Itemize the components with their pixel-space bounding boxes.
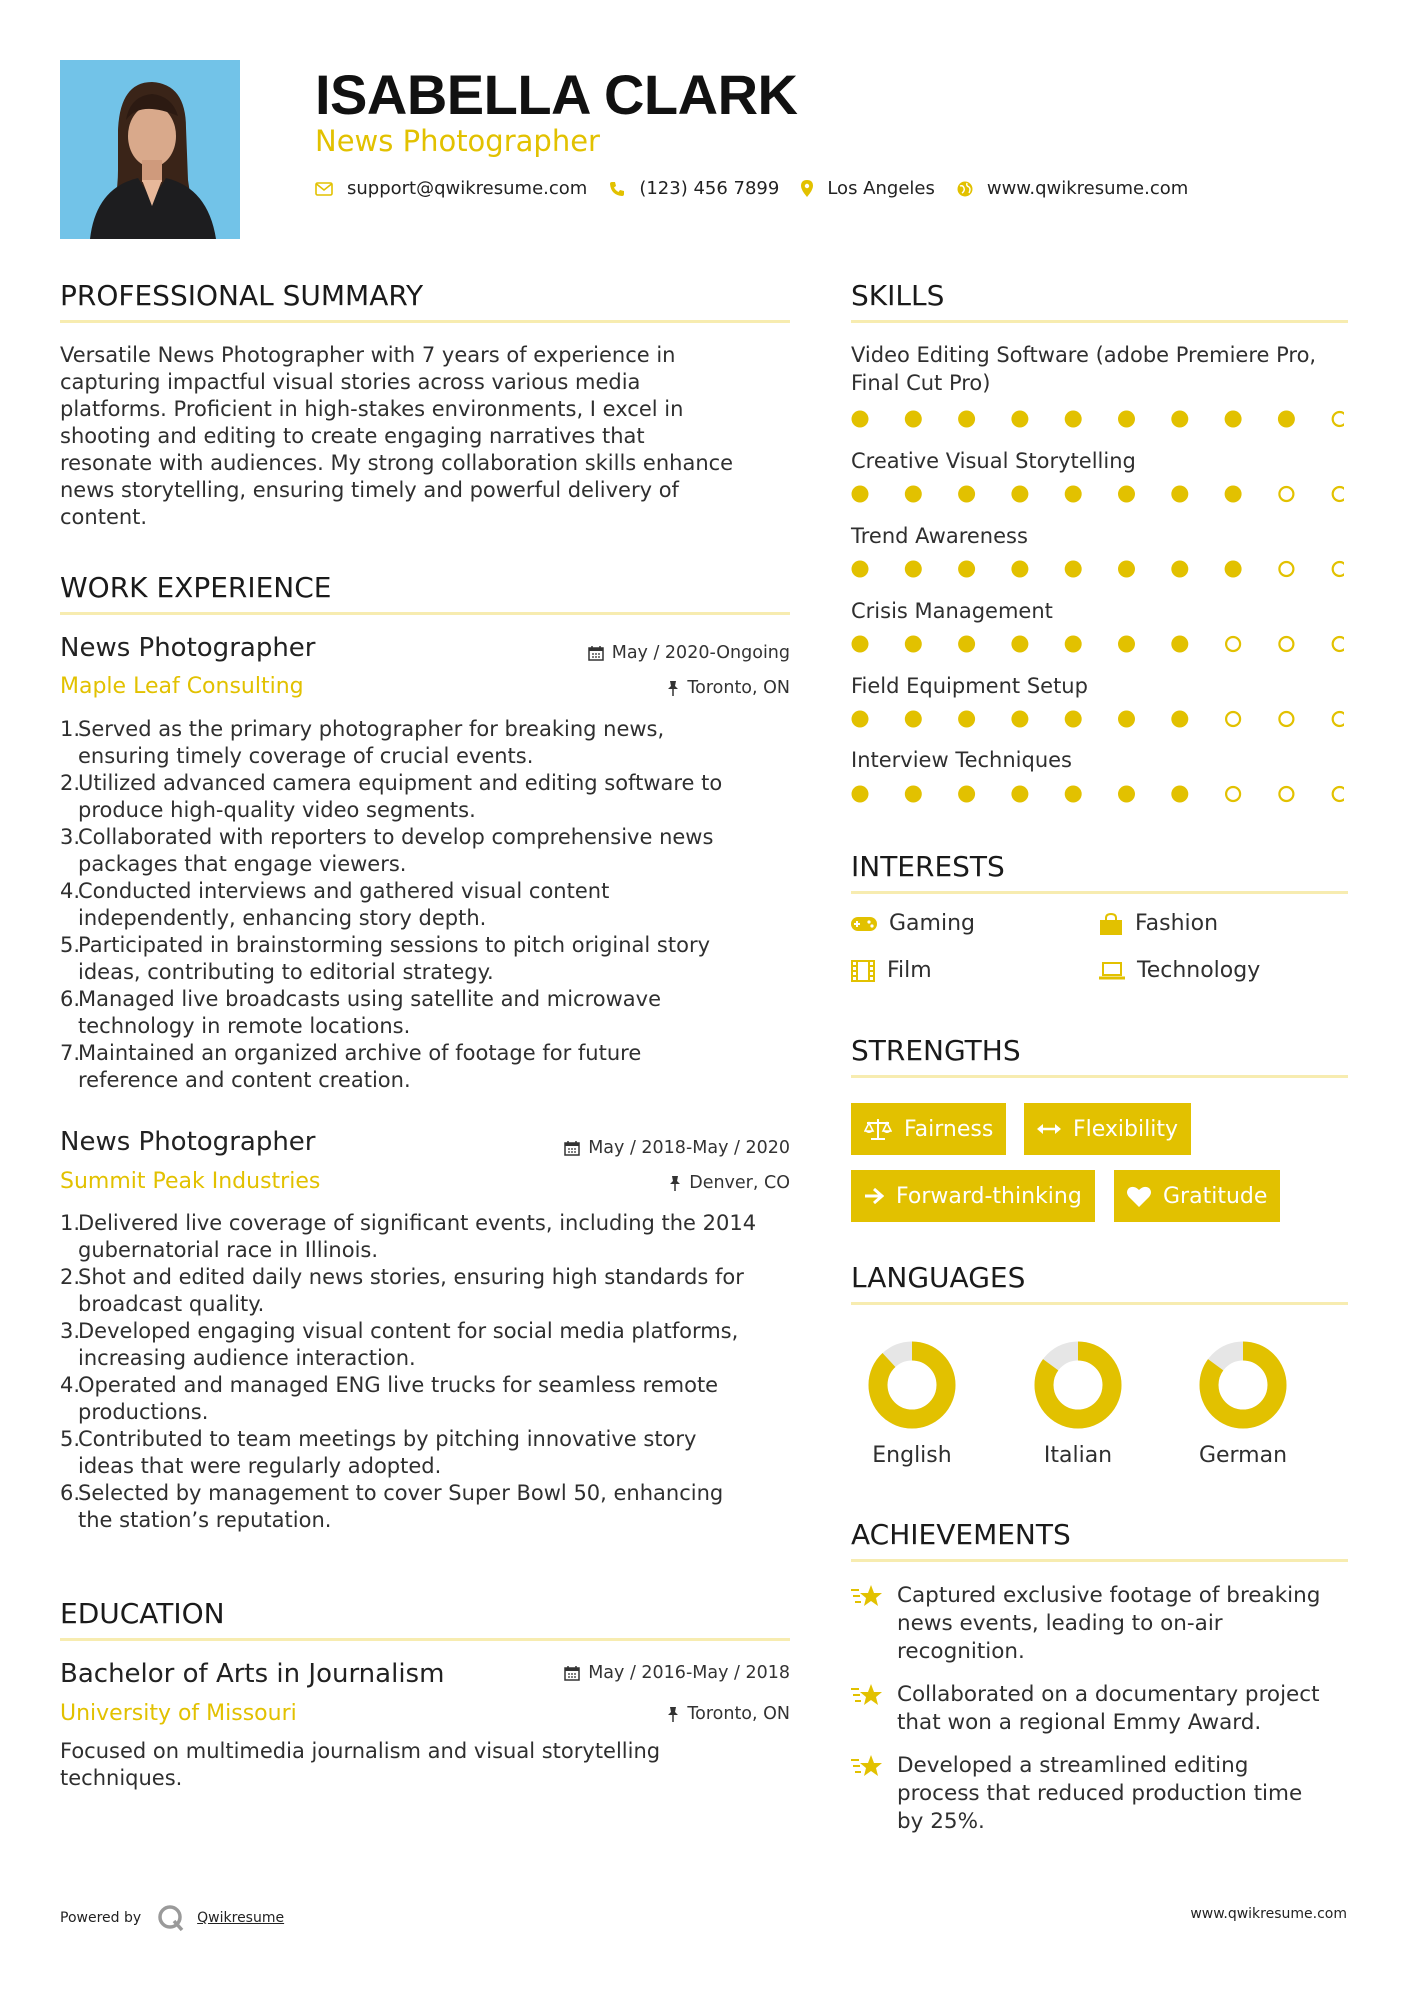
achievements-heading: ACHIEVEMENTS	[851, 1518, 1071, 1551]
skill-dot-filled	[1278, 411, 1295, 428]
skill-dot-filled	[1118, 561, 1135, 578]
skill-dot-empty	[1226, 637, 1240, 651]
pin-icon	[669, 1175, 681, 1191]
duty-line: Maintained an organized archive of footage for future	[78, 1041, 642, 1065]
language-label: Italian	[1043, 1443, 1113, 1468]
summary-line: platforms. Proficient in high-stakes environments, I excel in	[60, 397, 684, 421]
experience-heading: WORK EXPERIENCE	[60, 571, 332, 604]
duty-line: Delivered live coverage of significant events, including the 2014	[78, 1211, 757, 1235]
globe-icon	[957, 181, 973, 197]
skill-dot-filled	[1065, 711, 1082, 728]
calendar-icon	[588, 645, 604, 661]
contact-bar	[315, 178, 1210, 199]
skill-dot-filled	[958, 636, 975, 653]
strength-tag	[1024, 1103, 1191, 1155]
film-icon	[851, 960, 875, 982]
skill-dot-filled	[958, 711, 975, 728]
summary-line: capturing impactful visual stories across various media	[60, 370, 641, 394]
achievement-line: that won a regional Emmy Award.	[897, 1710, 1262, 1735]
achievement-item	[851, 1752, 1351, 1836]
skill-dot-filled	[1118, 486, 1135, 503]
duty-line: broadcast quality.	[78, 1292, 265, 1316]
duty-line: Collaborated with reporters to develop comprehensive news	[78, 825, 714, 849]
job-dates-text: May / 2020-Ongoing	[611, 643, 790, 663]
skill-dot-filled	[958, 561, 975, 578]
profile-photo	[60, 60, 240, 239]
phone-text: (123) 456 7899	[639, 178, 780, 199]
interest-item	[1099, 958, 1260, 983]
footer-powered-by	[60, 1904, 284, 1932]
interests-heading: INTERESTS	[851, 850, 1005, 883]
interest-label: Gaming	[889, 911, 975, 936]
summary-line: Versatile News Photographer with 7 years of experience in	[60, 343, 676, 367]
skill-dot-filled	[1225, 561, 1242, 578]
interest-label: Film	[887, 958, 932, 983]
summary-line: shooting and editing to create engaging narratives that	[60, 424, 645, 448]
skill-name-line: Final Cut Pro)	[851, 371, 991, 395]
skill-dot-filled	[1171, 486, 1188, 503]
interest-label: Technology	[1137, 958, 1261, 983]
duty-line: Managed live broadcasts using satellite and microwave	[78, 987, 661, 1011]
duty-line: ensuring timely coverage of crucial events.	[78, 744, 534, 768]
map-marker-icon	[801, 180, 813, 197]
skill-dot-empty	[1333, 712, 1344, 726]
skill-dot-filled	[1011, 636, 1028, 653]
summary-text	[60, 342, 800, 531]
skill-dot-filled	[1225, 411, 1242, 428]
duty-line: Shot and edited daily news stories, ensuring high standards for	[78, 1265, 744, 1289]
contact-website[interactable]	[957, 178, 1188, 199]
candidate-name: ISABELLA CLARK	[315, 63, 798, 126]
skill-dot-filled	[1065, 636, 1082, 653]
duty-line: increasing audience interaction.	[78, 1346, 416, 1370]
laptop-icon	[1099, 962, 1125, 980]
achievement-line: recognition.	[897, 1639, 1025, 1664]
education-dates-text: May / 2016-May / 2018	[588, 1663, 790, 1683]
footer-website[interactable]: www.qwikresume.com	[1190, 1906, 1347, 1922]
arrow-right-icon	[864, 1187, 884, 1205]
duty-line: Contributed to team meetings by pitching innovative story	[78, 1427, 697, 1451]
strength-label: Gratitude	[1163, 1183, 1268, 1209]
skill-dot-empty	[1226, 787, 1240, 801]
strength-label: Flexibility	[1073, 1116, 1178, 1142]
achievement-item	[851, 1681, 1351, 1737]
list-item: 6. Managed live broadcasts using satellite and microwave technology in remote locations.	[60, 986, 800, 1040]
job-location	[470, 1173, 790, 1193]
duty-line: Conducted interviews and gathered visual content	[78, 879, 610, 903]
skills-rule	[851, 320, 1348, 323]
skill-name: Interview Techniques	[851, 748, 1073, 772]
skill-name-line: Video Editing Software (adobe Premiere Pro,	[851, 343, 1317, 367]
language-donut	[1199, 1341, 1287, 1429]
language-label: German	[1198, 1443, 1288, 1468]
job-location	[470, 678, 790, 698]
list-item: 2. Utilized advanced camera equipment and editing software to produce high-quality video segments.	[60, 770, 800, 824]
email-text: support@qwikresume.com	[347, 178, 588, 199]
achievements-rule	[851, 1559, 1348, 1562]
job-title: News Photographer	[60, 1127, 316, 1157]
experience-rule	[60, 612, 790, 615]
skill-dot-filled	[958, 411, 975, 428]
job-title: News Photographer	[60, 633, 316, 663]
phone-icon	[609, 181, 625, 197]
languages-rule	[851, 1302, 1348, 1305]
duty-line: ideas, contributing to editorial strategy.	[78, 960, 494, 984]
pin-icon	[667, 680, 679, 696]
skill-dot-empty	[1226, 712, 1240, 726]
duty-line: Participated in brainstorming sessions to pitch original story	[78, 933, 711, 957]
skill-dot-filled	[905, 636, 922, 653]
gamepad-icon	[851, 917, 877, 931]
interests-rule	[851, 891, 1348, 894]
duty-line: productions.	[78, 1400, 209, 1424]
skill-dot-filled	[1225, 486, 1242, 503]
education-location-text: Toronto, ON	[687, 1704, 790, 1724]
location-text: Los Angeles	[827, 178, 935, 199]
language-donut	[868, 1341, 956, 1429]
strengths-rule	[851, 1075, 1348, 1078]
skill-dot-empty	[1333, 412, 1344, 426]
summary-heading: PROFESSIONAL SUMMARY	[60, 279, 424, 312]
qwikresume-logo-icon	[157, 1904, 185, 1932]
achievement-item	[851, 1582, 1351, 1666]
footer-brand-link[interactable]: Qwikresume	[197, 1910, 285, 1926]
company-name: Maple Leaf Consulting	[60, 674, 304, 699]
education-description	[60, 1738, 800, 1792]
list-item: 5. Contributed to team meetings by pitching innovative story ideas that were regularly adopted.	[60, 1426, 800, 1480]
company-name: Summit Peak Industries	[60, 1169, 321, 1194]
skill-dot-filled	[1171, 411, 1188, 428]
list-item: 3. Developed engaging visual content for social media platforms, increasing audience interaction.	[60, 1318, 800, 1372]
website-text: www.qwikresume.com	[986, 178, 1189, 199]
powered-by-text: Powered by	[60, 1910, 142, 1926]
list-item: 6. Selected by management to cover Super Bowl 50, enhancing the station’s reputation.	[60, 1480, 800, 1534]
interest-item	[851, 958, 932, 983]
balance-scale-icon	[864, 1118, 892, 1140]
skill-name: Field Equipment Setup	[851, 674, 1088, 698]
skill-dot-filled	[905, 711, 922, 728]
duty-line: independently, enhancing story depth.	[78, 906, 487, 930]
list-item: 4. Conducted interviews and gathered visual content independently, enhancing story depth.	[60, 878, 800, 932]
summary-line: resonate with audiences. My strong collaboration skills enhance	[60, 451, 734, 475]
star-award-icon	[851, 1683, 883, 1709]
skill-dot-filled	[852, 561, 869, 578]
list-item: 7. Maintained an organized archive of footage for future reference and content creation.	[60, 1040, 800, 1094]
skill-dot-filled	[958, 486, 975, 503]
skill-dot-empty	[1279, 637, 1293, 651]
summary-line: news storytelling, ensuring timely and powerful delivery of	[60, 478, 679, 502]
skill-name	[851, 341, 1316, 397]
skill-dot-filled	[852, 486, 869, 503]
skill-dot-filled	[1118, 411, 1135, 428]
skill-dot-filled	[1065, 411, 1082, 428]
degree-title: Bachelor of Arts in Journalism	[60, 1659, 445, 1689]
skill-rating	[851, 784, 1344, 804]
skill-dot-filled	[905, 486, 922, 503]
list-item: 1. Delivered live coverage of significant events, including the 2014 gubernatorial race in Illinois.	[60, 1210, 800, 1264]
education-dates	[470, 1663, 790, 1683]
duty-line: the station’s reputation.	[78, 1508, 332, 1532]
interest-item	[851, 911, 975, 936]
skills-heading: SKILLS	[851, 279, 945, 312]
skill-dot-filled	[1118, 711, 1135, 728]
donut-fill	[878, 1351, 946, 1419]
language-donut	[1034, 1341, 1122, 1429]
contact-location	[801, 178, 935, 199]
duty-line: reference and content creation.	[78, 1068, 411, 1092]
achievement-line: process that reduced production time	[897, 1781, 1303, 1806]
education-rule	[60, 1638, 790, 1641]
job-location-text: Toronto, ON	[687, 678, 790, 698]
star-award-icon	[851, 1584, 883, 1610]
skill-dot-empty	[1279, 787, 1293, 801]
envelope-icon	[315, 182, 333, 196]
strength-tag	[851, 1103, 1006, 1155]
duty-line: gubernatorial race in Illinois.	[78, 1238, 379, 1262]
contact-phone[interactable]	[609, 178, 779, 199]
calendar-icon	[564, 1665, 580, 1681]
arrows-horizontal-icon	[1037, 1122, 1061, 1136]
skill-dot-filled	[852, 786, 869, 803]
skill-dot-filled	[1171, 561, 1188, 578]
interest-item	[1099, 911, 1218, 936]
skill-dot-filled	[1011, 561, 1028, 578]
skill-dot-filled	[1011, 486, 1028, 503]
job-duties	[60, 1210, 800, 1534]
job-dates	[470, 643, 790, 663]
skill-dot-filled	[1011, 411, 1028, 428]
strength-tag	[1114, 1170, 1280, 1222]
list-item: 2. Shot and edited daily news stories, ensuring high standards for broadcast quality.	[60, 1264, 800, 1318]
skill-rating	[851, 409, 1344, 429]
star-award-icon	[851, 1754, 883, 1780]
skill-dot-empty	[1279, 562, 1293, 576]
skill-dot-filled	[1171, 711, 1188, 728]
skill-dot-filled	[1171, 786, 1188, 803]
skill-dot-filled	[1118, 786, 1135, 803]
languages-heading: LANGUAGES	[851, 1261, 1026, 1294]
skill-dot-filled	[958, 786, 975, 803]
skill-dot-empty	[1333, 487, 1344, 501]
contact-email[interactable]	[315, 178, 587, 199]
list-item: 3. Collaborated with reporters to develop comprehensive news packages that engage viewers.	[60, 824, 800, 878]
strength-label: Fairness	[904, 1116, 994, 1142]
achievement-line: Collaborated on a documentary project	[897, 1682, 1320, 1707]
strength-tag	[851, 1170, 1095, 1222]
skill-dot-filled	[852, 636, 869, 653]
skill-name: Trend Awareness	[851, 524, 1028, 548]
skill-rating	[851, 709, 1344, 729]
list-item: 4. Operated and managed ENG live trucks for seamless remote productions.	[60, 1372, 800, 1426]
heart-icon	[1127, 1186, 1151, 1207]
achievement-line: Captured exclusive footage of breaking	[897, 1583, 1321, 1608]
skill-name: Creative Visual Storytelling	[851, 449, 1136, 473]
skill-rating	[851, 634, 1344, 654]
skill-dot-filled	[905, 411, 922, 428]
school-name: University of Missouri	[60, 1701, 297, 1726]
summary-rule	[60, 320, 790, 323]
duty-line: Utilized advanced camera equipment and editing software to	[78, 771, 723, 795]
language-label: English	[872, 1443, 952, 1468]
education-line: techniques.	[60, 1766, 183, 1790]
achievement-line: Developed a streamlined editing	[897, 1753, 1249, 1778]
job-dates	[470, 1138, 790, 1158]
duty-line: Served as the primary photographer for breaking news,	[78, 717, 665, 741]
skill-dot-filled	[852, 711, 869, 728]
skill-dot-empty	[1279, 487, 1293, 501]
duty-line: Operated and managed ENG live trucks for seamless remote	[78, 1373, 719, 1397]
skill-dot-filled	[1171, 636, 1188, 653]
skill-dot-empty	[1333, 637, 1344, 651]
shopping-bag-icon	[1099, 913, 1123, 935]
achievement-line: by 25%.	[897, 1809, 985, 1834]
skill-dot-filled	[1011, 786, 1028, 803]
duty-line: Developed engaging visual content for social media platforms,	[78, 1319, 739, 1343]
pin-icon	[667, 1706, 679, 1722]
education-line: Focused on multimedia journalism and visual storytelling	[60, 1739, 661, 1763]
skill-dot-empty	[1333, 562, 1344, 576]
duty-line: packages that engage viewers.	[78, 852, 407, 876]
duty-line: Selected by management to cover Super Bowl 50, enhancing	[78, 1481, 724, 1505]
achievement-line: news events, leading to on-air	[897, 1611, 1223, 1636]
skill-dot-filled	[1011, 711, 1028, 728]
strengths-heading: STRENGTHS	[851, 1034, 1021, 1067]
skill-rating	[851, 484, 1344, 504]
calendar-icon	[564, 1140, 580, 1156]
skill-dot-filled	[1065, 786, 1082, 803]
skill-dot-filled	[1065, 486, 1082, 503]
candidate-title: News Photographer	[315, 124, 600, 158]
duty-line: produce high-quality video segments.	[78, 798, 476, 822]
skill-dot-empty	[1279, 712, 1293, 726]
skill-dot-filled	[1118, 636, 1135, 653]
skill-dot-filled	[905, 561, 922, 578]
list-item: 5. Participated in brainstorming sessions to pitch original story ideas, contributing to editorial strategy.	[60, 932, 800, 986]
skill-dot-filled	[905, 786, 922, 803]
interest-label: Fashion	[1135, 911, 1219, 936]
job-duties	[60, 716, 800, 1094]
education-heading: EDUCATION	[60, 1597, 225, 1630]
summary-line: content.	[60, 505, 148, 529]
skill-dot-empty	[1333, 787, 1344, 801]
education-location	[470, 1704, 790, 1724]
skill-dot-filled	[1065, 561, 1082, 578]
job-location-text: Denver, CO	[689, 1173, 790, 1193]
job-dates-text: May / 2018-May / 2020	[588, 1138, 790, 1158]
duty-line: technology in remote locations.	[78, 1014, 411, 1038]
list-item: 1. Served as the primary photographer for breaking news, ensuring timely coverage of crucial events.	[60, 716, 800, 770]
duty-line: ideas that were regularly adopted.	[78, 1454, 442, 1478]
skill-rating	[851, 559, 1344, 579]
skill-dot-filled	[852, 411, 869, 428]
skill-name: Crisis Management	[851, 599, 1053, 623]
strength-label: Forward-thinking	[896, 1183, 1082, 1209]
